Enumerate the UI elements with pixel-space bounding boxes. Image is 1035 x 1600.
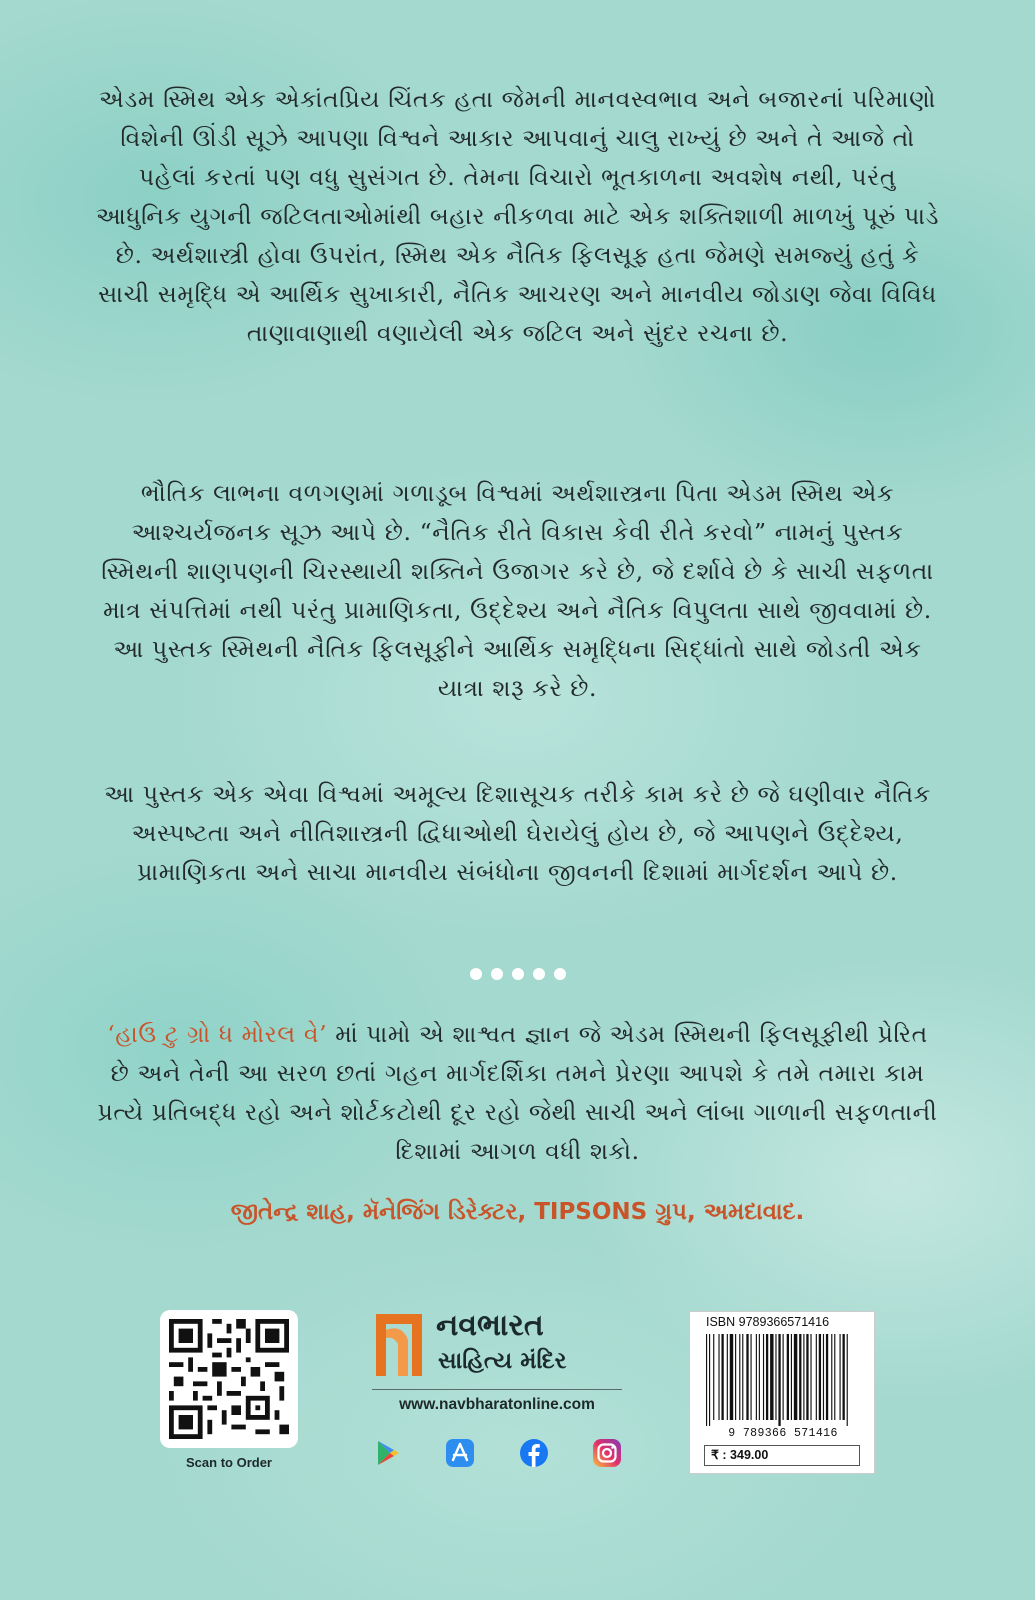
endorsement-quote xyxy=(95,1015,940,1171)
divider-dot xyxy=(554,968,566,980)
endorsement-book-title: ‘હાઉ ટુ ગ્રો ધ મોરલ વે’ xyxy=(107,1020,328,1048)
description-paragraph-1: એડમ સ્મિથ એક એકાંતપ્રિય ચિંતક હતા જેમની માનવસ્વભાવ અને બજારનાં પરિમાણો વિશેની ઊંડી સૂઝે આપણા વિશ્વને આકાર આપવાનું ચાલુ રાખ્યું છે અને તે આજે તો પહેલાં કરતાં પણ વધુ સુસંગત છે. તેમના વિચારો ભૂતકાળના અવશેષ નથી, પરંતુ આધુનિક યુગની જટિલતાઓમાંથી બહાર નીકળવા માટે એક શક્તિશાળી માળખું પૂરું પાડે છે. અર્થશાસ્ત્રી હોવા ઉપરાંત, સ્મિથ એક નૈતિક ફિલસૂફ હતા જેમણે સમજ્યું હતું કે સાચી સમૃદ્ધિ એ આર્થિક સુખાકારી, નૈતિક આચરણ અને માનવીય જોડાણ જેવા વિવિધ તાણાવાણાથી વણાયેલી એક જટિલ અને સુંદર રચના છે. xyxy=(95,85,940,347)
qr-code-icon xyxy=(169,1319,289,1439)
instagram-icon[interactable] xyxy=(592,1438,622,1468)
facebook-icon[interactable] xyxy=(519,1438,549,1468)
endorsement-text: માં પામો એ શાશ્વત જ્ઞાન જે એડમ સ્મિથની ફિલસૂફીથી પ્રેરિત છે અને તેની આ સરળ છતાં ગહન માર્ગદર્શિકા તમને પ્રેરણા આપશે કે તમે તમારા કામ પ્રત્યે પ્રતિબદ્ધ રહો અને શોર્ટકટોથી દૂર રહો જેથી સાચી અને લાંબા ગાળાની સફળતાની દિશામાં આગળ વધી શકો. xyxy=(97,1020,938,1165)
qr-code[interactable] xyxy=(160,1310,298,1448)
social-links xyxy=(372,1438,622,1468)
endorsement-signature: જીતેન્દ્ર શાહ, મૅનેજિંગ ડિરેક્ટર, TIPSONS ગ્રુપ, અમદાવાદ. xyxy=(230,1199,805,1225)
description-paragraph-3: આ પુસ્તક એક એવા વિશ્વમાં અમૂલ્ય દિશાસૂચક તરીકે કામ કરે છે જે ઘણીવાર નૈતિક અસ્પષ્ટતા અને નીતિશાસ્ત્રની દ્વિધાઓથી ઘેરાયેલું હોય છે, જે આપણને ઉદ્દેશ્ય, પ્રામાણિકતા અને સાચા માનવીય સંબંધોના જીવનની દિશામાં માર્ગદર્શન આપે છે. xyxy=(104,780,931,886)
divider-dot xyxy=(491,968,503,980)
publisher-name-line1: નવભારત xyxy=(436,1308,544,1343)
divider-dot xyxy=(512,968,524,980)
barcode-icon xyxy=(704,1334,862,1426)
publisher-name-line2: સાહિત્ય મંદિર xyxy=(438,1348,567,1374)
description-paragraph-2: ભૌતિક લાભના વળગણમાં ગળાડૂબ વિશ્વમાં અર્થશાસ્ત્રના પિતા એડમ સ્મિથ એક આશ્ચર્યજનક સૂઝ આપે છે. “નૈતિક રીતે વિકાસ કેવી રીતે કરવો” નામનું પુસ્તક સ્મિથની શાણપણની ચિરસ્થાયી શક્તિને ઉજાગર કરે છે, જે દર્શાવે છે કે સાચી સફળતા માત્ર સંપત્તિમાં નથી પરંતુ પ્રામાણિકતા, ઉદ્દેશ્ય અને નૈતિક વિપુલતા સાથે જીવવામાં છે. આ પુસ્તક સ્મિથની નૈતિક ફિલસૂફીને આર્થિક સમૃદ્ધિના સિદ્ધાંતો સાથે જોડતી એક યાત્રા શરૂ કરે છે. xyxy=(101,479,934,702)
barcode-card xyxy=(689,1311,875,1474)
section-divider-dots xyxy=(0,968,1035,980)
price-label: ₹ : 349.00 xyxy=(704,1445,860,1466)
publisher-logo xyxy=(372,1308,612,1384)
logo-divider xyxy=(372,1389,622,1390)
google-play-icon[interactable] xyxy=(372,1438,402,1468)
publisher-logo-mark xyxy=(372,1310,428,1380)
isbn-label: ISBN 9789366571416 xyxy=(706,1315,830,1329)
barcode-digits: 9 789366 571416 xyxy=(728,1427,838,1440)
divider-dot xyxy=(533,968,545,980)
divider-dot xyxy=(470,968,482,980)
website-link[interactable]: www.navbharatonline.com xyxy=(399,1396,595,1413)
app-store-icon[interactable] xyxy=(445,1438,475,1468)
scan-to-order-label: Scan to Order xyxy=(186,1455,272,1470)
